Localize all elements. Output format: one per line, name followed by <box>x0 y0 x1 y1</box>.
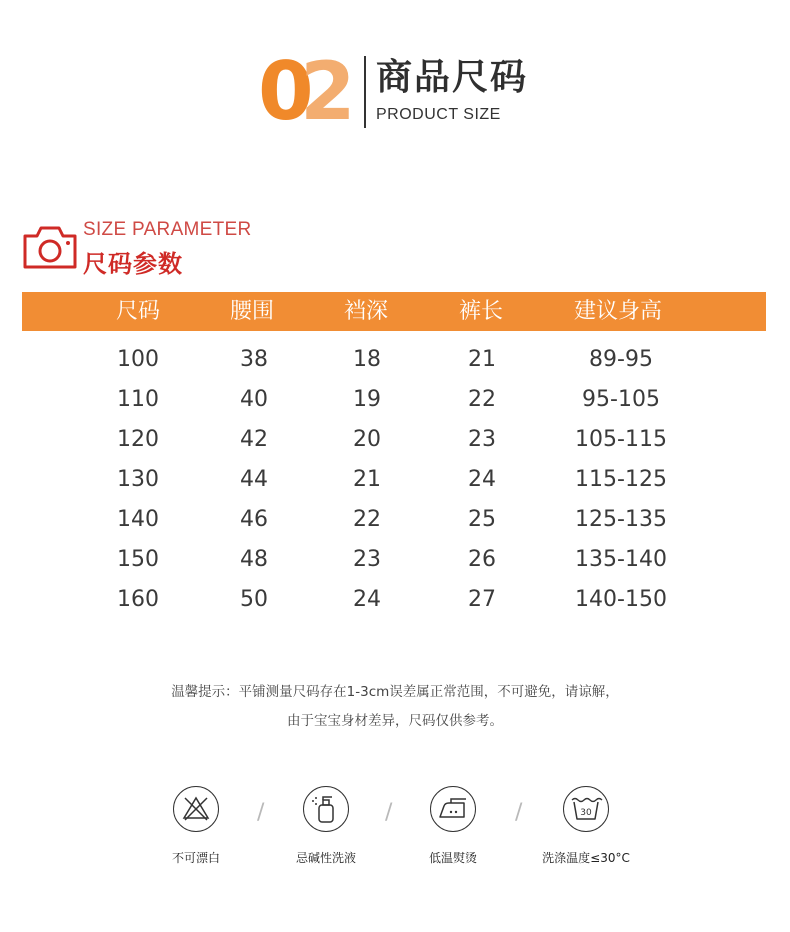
cell-length: 23 <box>468 427 496 452</box>
care-label: 不可漂白 <box>171 851 220 865</box>
cell-height: 135-140 <box>575 547 667 572</box>
cell-size: 120 <box>117 427 159 452</box>
cell-waist: 38 <box>240 347 268 372</box>
cell-waist: 48 <box>240 547 268 572</box>
table-row <box>0 420 790 460</box>
cell-height: 125-135 <box>575 507 667 532</box>
section-subtitle: PRODUCT SIZE <box>376 106 501 123</box>
cell-length: 21 <box>468 347 496 372</box>
cell-height: 89-95 <box>589 347 653 372</box>
cell-length: 26 <box>468 547 496 572</box>
cell-waist: 42 <box>240 427 268 452</box>
camera-icon <box>22 224 78 270</box>
care-label: 低温熨烫 <box>428 851 477 865</box>
care-separator: / <box>257 800 265 825</box>
table-row <box>0 340 790 380</box>
cell-size: 130 <box>117 467 159 492</box>
cell-height: 95-105 <box>582 387 660 412</box>
care-separator: / <box>385 800 393 825</box>
cell-size: 140 <box>117 507 159 532</box>
cell-length: 24 <box>468 467 496 492</box>
cell-length: 27 <box>468 587 496 612</box>
cell-rise: 20 <box>353 427 381 452</box>
alkaline-detergent-icon <box>303 786 349 832</box>
size-parameter-label-en: SIZE PARAMETER <box>83 219 252 240</box>
size-parameter-label-cn: 尺码参数 <box>83 250 183 278</box>
wash-temperature-value: 30 <box>580 808 592 818</box>
cell-waist: 44 <box>240 467 268 492</box>
cell-size: 100 <box>117 347 159 372</box>
table-row <box>0 500 790 540</box>
column-header-waist: 腰围 <box>229 299 275 324</box>
size-table-header <box>22 292 766 331</box>
care-separator: / <box>515 800 523 825</box>
cell-rise: 24 <box>353 587 381 612</box>
cell-rise: 23 <box>353 547 381 572</box>
care-label: 忌碱性洗液 <box>295 851 356 865</box>
low-temp-iron-icon <box>430 786 476 832</box>
cell-waist: 46 <box>240 507 268 532</box>
cell-size: 150 <box>117 547 159 572</box>
wash-30-icon <box>563 786 609 832</box>
cell-height: 115-125 <box>575 467 667 492</box>
cell-waist: 50 <box>240 587 268 612</box>
section-number-first-digit: 0 <box>258 45 314 138</box>
cell-length: 22 <box>468 387 496 412</box>
table-row <box>0 580 790 620</box>
cell-height: 140-150 <box>575 587 667 612</box>
cell-length: 25 <box>468 507 496 532</box>
cell-height: 105-115 <box>575 427 667 452</box>
column-header-size: 尺码 <box>115 299 161 324</box>
table-row <box>0 380 790 420</box>
cell-size: 110 <box>117 387 159 412</box>
section-number-second-digit: 2 <box>300 45 356 138</box>
cell-rise: 21 <box>353 467 381 492</box>
column-header-length: 裤长 <box>458 299 504 324</box>
cell-rise: 19 <box>353 387 381 412</box>
table-row <box>0 540 790 580</box>
header-divider <box>364 56 366 128</box>
measurement-note-line2: 由于宝宝身材差异，尺码仅供参考。 <box>287 713 503 729</box>
cell-waist: 40 <box>240 387 268 412</box>
section-title: 商品尺码 <box>376 57 529 98</box>
column-header-rise: 裆深 <box>343 299 389 324</box>
column-header-height: 建议身高 <box>573 299 663 324</box>
care-label: 洗涤温度≤30°C <box>542 851 630 865</box>
table-row <box>0 460 790 500</box>
cell-rise: 22 <box>353 507 381 532</box>
cell-size: 160 <box>117 587 159 612</box>
measurement-note-line1: 温馨提示：平铺测量尺码存在1-3cm误差属正常范围，不可避免，请谅解， <box>171 684 619 700</box>
cell-rise: 18 <box>353 347 381 372</box>
no-bleach-icon <box>173 786 219 832</box>
